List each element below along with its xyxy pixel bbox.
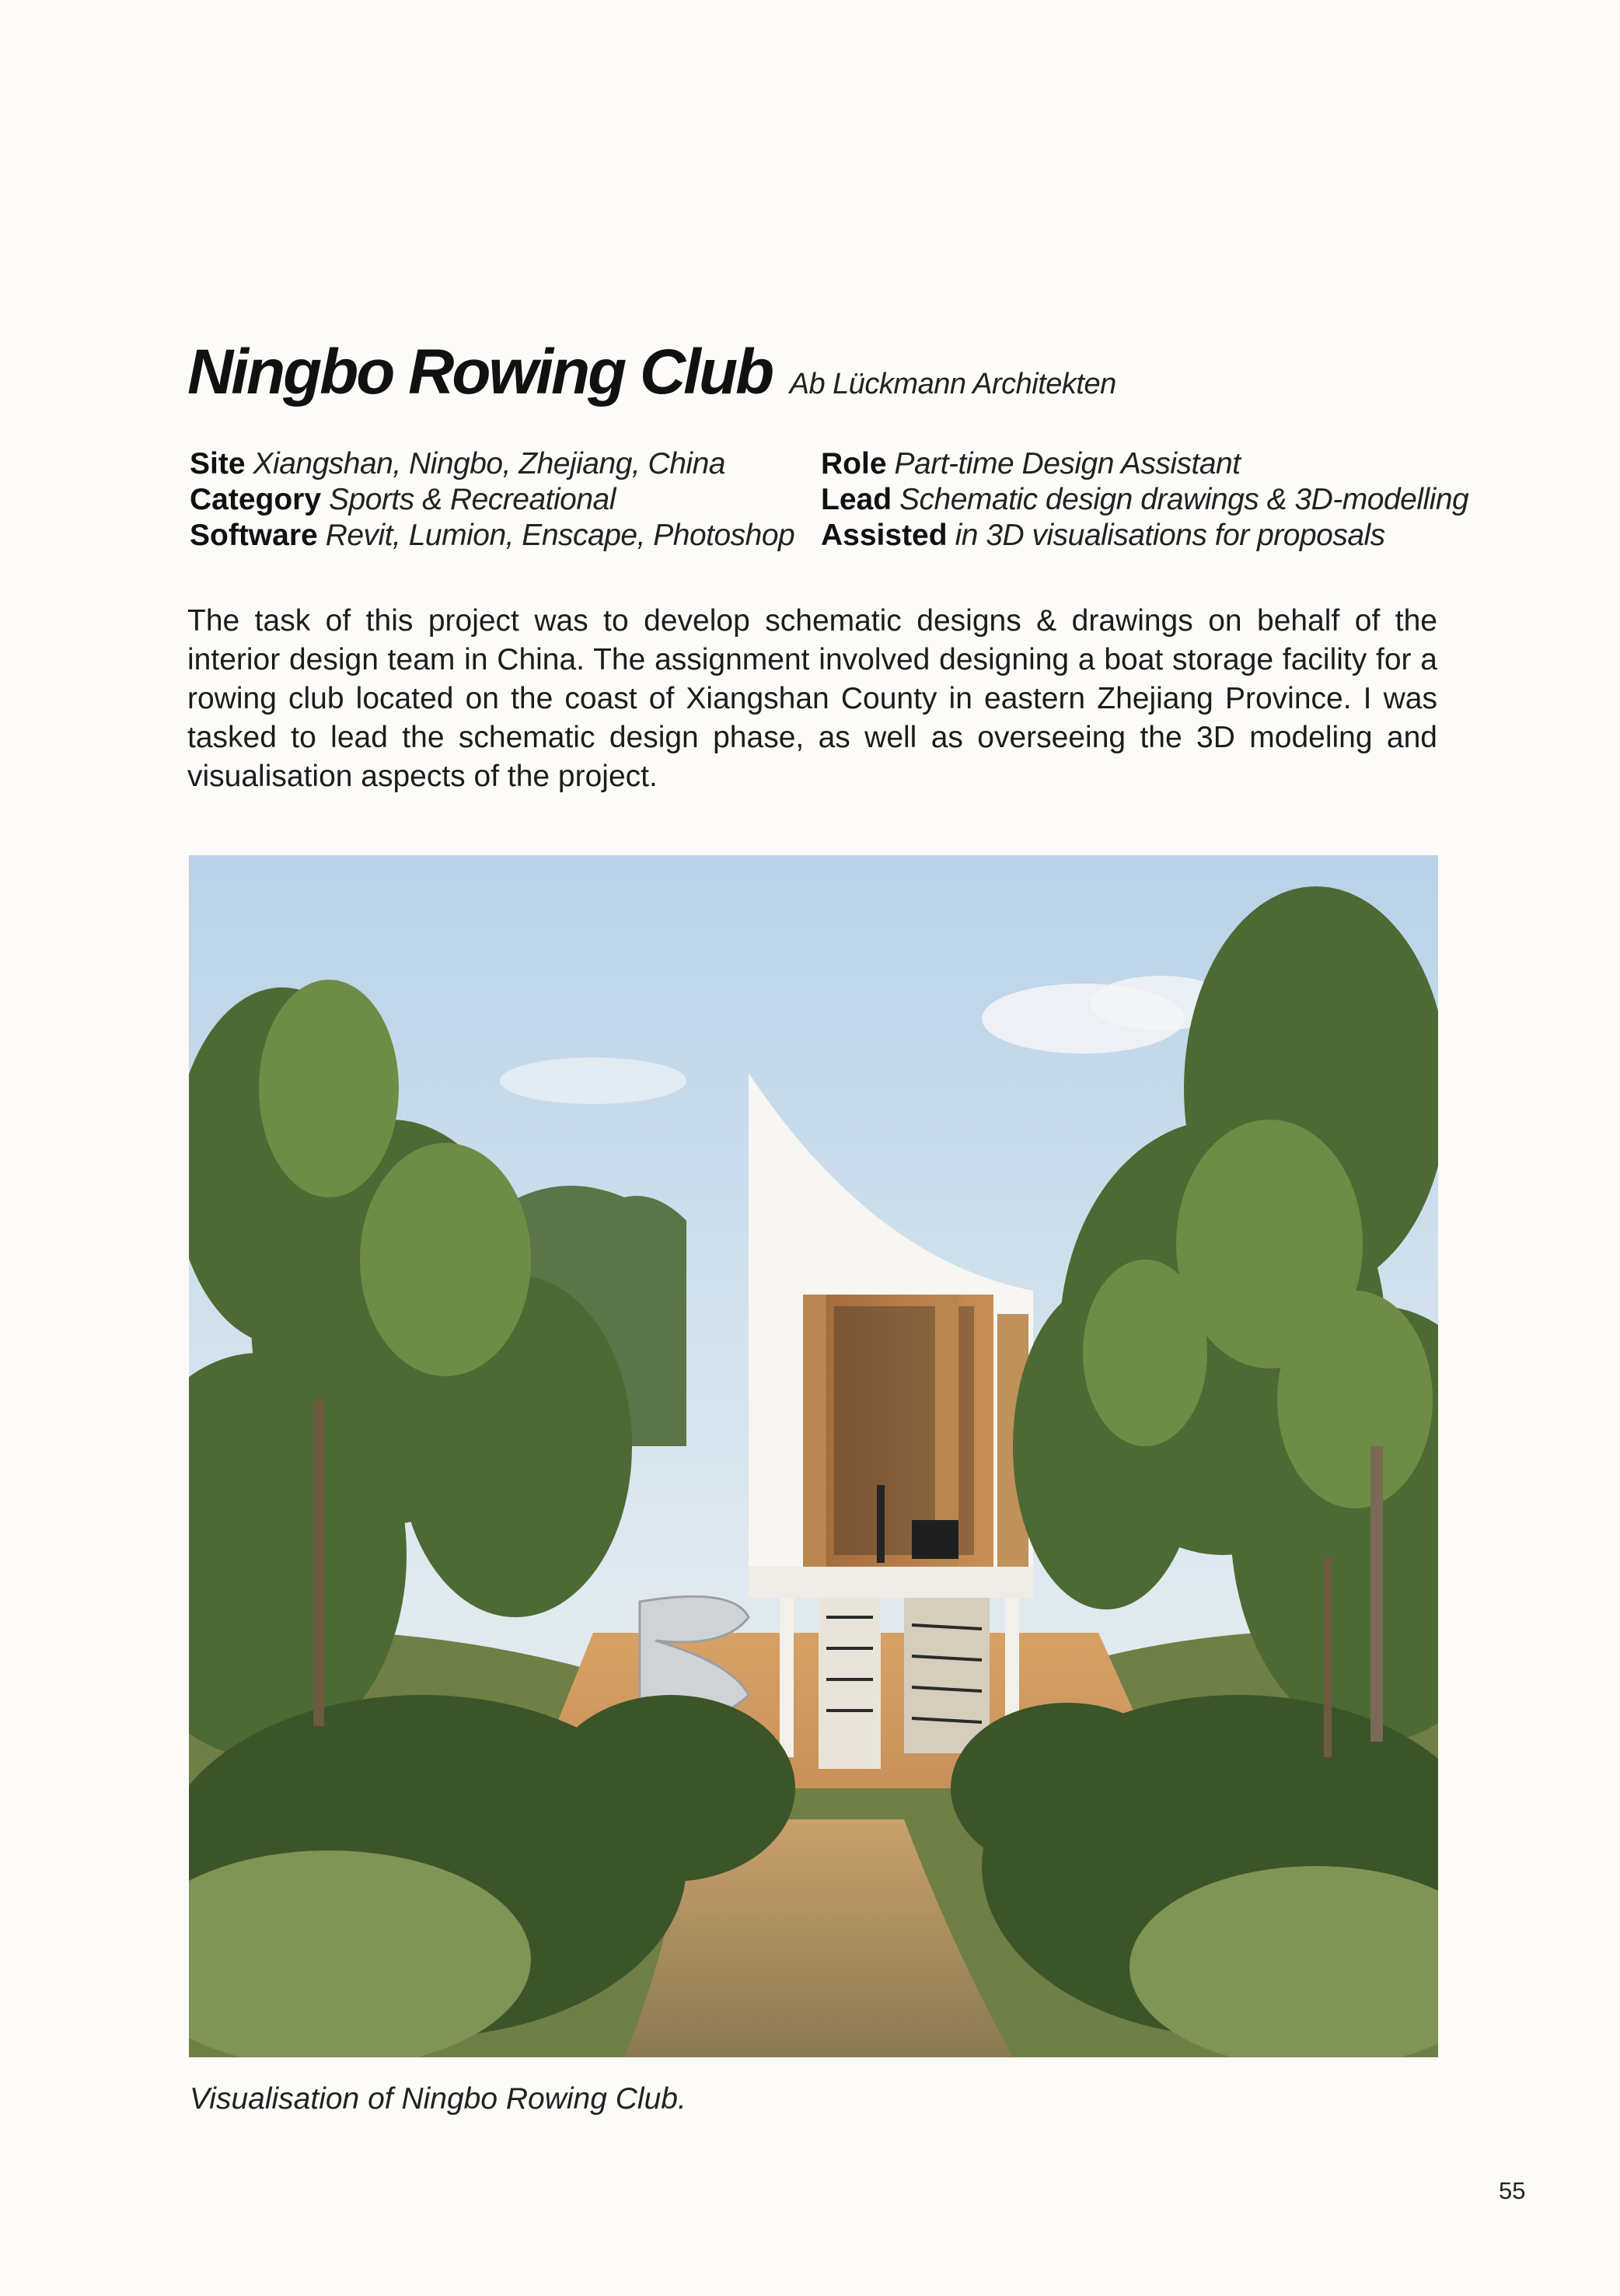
page-subtitle: Ab Lückmann Architekten (789, 368, 1116, 400)
project-details-left (190, 446, 794, 554)
title-block (187, 336, 1116, 409)
detail-role (821, 446, 1468, 482)
detail-lead (821, 482, 1468, 518)
detail-assisted (821, 518, 1468, 554)
detail-key: Lead (821, 483, 892, 516)
detail-key: Software (190, 519, 318, 552)
detail-value: Sports & Recreational (329, 483, 616, 516)
detail-key: Assisted (821, 519, 948, 552)
detail-software (190, 518, 794, 554)
detail-category (190, 482, 794, 518)
visualisation-image (189, 855, 1438, 2057)
detail-key: Site (190, 447, 246, 481)
page-title: Ningbo Rowing Club (187, 337, 773, 407)
detail-value: Schematic design drawings & 3D-modelling (899, 483, 1469, 516)
detail-value: Revit, Lumion, Enscape, Photoshop (325, 519, 795, 552)
detail-value: in 3D visualisations for proposals (955, 519, 1385, 552)
figure-caption: Visualisation of Ningbo Rowing Club. (190, 2082, 686, 2116)
detail-key: Role (821, 447, 887, 481)
detail-key: Category (190, 483, 322, 516)
page-number: 55 (1499, 2177, 1526, 2204)
detail-value: Xiangshan, Ningbo, Zhejiang, China (253, 447, 725, 481)
detail-value: Part-time Design Assistant (894, 447, 1241, 481)
project-description: The task of this project was to develop schematic designs & drawings on behalf of the interior design team in China. The assignment involved designing a boat storage facility for a rowing club located on the coast of Xiangshan County in eastern Zhejiang Province. I was tasked to lead the schematic design phase, as well as overseeing the 3D modeling and visualisation aspects of the project. (187, 604, 1437, 793)
detail-site (190, 446, 794, 482)
project-details-right (821, 446, 1468, 554)
